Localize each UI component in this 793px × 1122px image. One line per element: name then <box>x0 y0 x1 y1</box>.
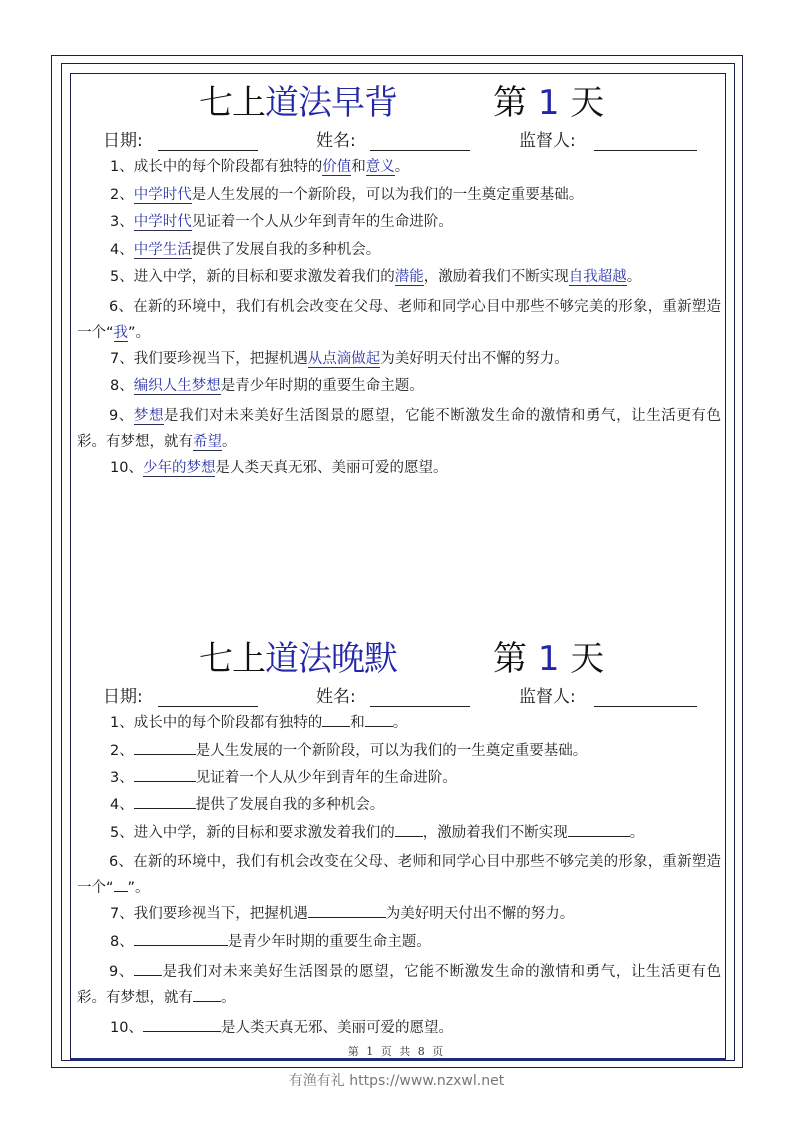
morning-title-main <box>199 78 397 128</box>
evening-meta-row <box>71 684 725 710</box>
morning-item-3 <box>77 209 721 236</box>
title-prefix: 七上 <box>199 639 265 679</box>
morning-item-6 <box>77 294 721 346</box>
evening-item-4 <box>77 792 721 819</box>
evening-item-7 <box>77 901 721 928</box>
supervisor-label: 监督人: <box>519 687 576 707</box>
date-label: 日期: <box>103 131 143 151</box>
item-text: 我们要珍视当下，把握机遇 <box>133 906 308 922</box>
answer-blank[interactable] <box>134 960 162 976</box>
answer-blank[interactable] <box>134 739 196 755</box>
day-number: 1 <box>537 83 560 123</box>
item-text: 成长中的每个阶段都有独特的 <box>133 715 323 731</box>
item-text: 是人生发展的一个新阶段，可以为我们的一生奠定重要基础。 <box>191 187 584 203</box>
item-number: 5、 <box>110 269 134 285</box>
name-label: 姓名: <box>316 131 356 151</box>
morning-item-4 <box>77 237 721 264</box>
answer-blank[interactable] <box>308 902 386 918</box>
item-number: 10、 <box>110 460 143 476</box>
item-number: 7、 <box>110 906 134 922</box>
evening-item-3 <box>77 765 721 792</box>
item-number: 7、 <box>110 351 134 367</box>
name-label: 姓名: <box>316 687 356 707</box>
date-label: 日期: <box>103 687 143 707</box>
answer-blank[interactable] <box>134 930 228 946</box>
answer-keyword: 我 <box>113 325 129 341</box>
answer-blank[interactable] <box>134 766 196 782</box>
morning-item-10 <box>77 455 721 482</box>
item-text: 进入中学，新的目标和要求激发着我们的 <box>133 269 395 285</box>
item-text: 提供了发展自我的多种机会。 <box>195 797 385 813</box>
item-number: 10、 <box>110 1020 143 1036</box>
item-number: 2、 <box>110 743 134 759</box>
evening-item-9 <box>77 959 721 1011</box>
item-text: 。 <box>222 434 237 450</box>
answer-blank[interactable] <box>143 1016 221 1032</box>
item-text: 是青少年时期的重要生命主题。 <box>227 934 431 950</box>
answer-keyword: 价值 <box>322 159 352 175</box>
item-number: 4、 <box>110 797 134 813</box>
item-text: 在新的环境中，我们有机会改变在父母、老师和同学心目中那些不够完美的形象，重新塑造一个“ <box>77 854 721 896</box>
item-text: 在新的环境中，我们有机会改变在父母、老师和同学心目中那些不够完美的形象，重新塑造一个“ <box>77 299 721 341</box>
evening-item-10 <box>77 1015 721 1042</box>
item-number: 9、 <box>109 964 134 980</box>
answer-keyword: 梦想 <box>133 408 165 424</box>
item-text: 见证着一个人从少年到青年的生命进阶。 <box>191 214 453 230</box>
answer-blank[interactable] <box>322 711 350 727</box>
item-number: 4、 <box>110 242 134 258</box>
page-indicator: 第 1 页 共 8 页 <box>347 1045 446 1058</box>
item-text: ，激励着我们不断实现 <box>423 269 569 285</box>
date-field[interactable] <box>158 706 258 707</box>
title-highlight: 道法晚默 <box>265 639 397 679</box>
evening-day-counter <box>493 634 604 684</box>
item-text: 。 <box>394 159 410 175</box>
day-suffix: 天 <box>570 83 605 123</box>
item-text: ”。 <box>128 325 151 341</box>
item-number: 1、 <box>110 159 134 175</box>
item-text: 见证着一个人从少年到青年的生命进阶。 <box>195 770 457 786</box>
date-field[interactable] <box>158 150 258 151</box>
item-number: 3、 <box>110 214 134 230</box>
day-prefix: 第 <box>493 639 527 679</box>
morning-title <box>71 78 725 128</box>
evening-title-main <box>199 634 397 684</box>
evening-item-6 <box>77 849 721 901</box>
item-number: 5、 <box>110 825 134 841</box>
item-text: ”。 <box>127 880 150 896</box>
item-number: 6、 <box>109 299 134 315</box>
supervisor-field[interactable] <box>594 150 697 151</box>
day-number: 1 <box>537 639 560 679</box>
item-number: 8、 <box>110 378 134 394</box>
evening-item-1 <box>77 710 721 737</box>
item-text: 进入中学，新的目标和要求激发着我们的 <box>133 825 395 841</box>
answer-keyword: 意义 <box>365 159 395 175</box>
name-field[interactable] <box>370 150 470 151</box>
supervisor-field[interactable] <box>594 706 697 707</box>
day-suffix: 天 <box>570 639 605 679</box>
morning-meta-row <box>71 128 725 154</box>
morning-item-9 <box>77 403 721 455</box>
answer-blank[interactable] <box>365 711 393 727</box>
item-text: 是人类天真无邪、美丽可爱的愿望。 <box>215 460 448 476</box>
evening-title <box>71 634 725 684</box>
item-text: 我们要珍视当下，把握机遇 <box>133 351 308 367</box>
morning-item-5 <box>77 264 721 291</box>
answer-keyword: 少年的梦想 <box>142 460 216 476</box>
item-number: 3、 <box>110 770 134 786</box>
item-text: ，激励着我们不断实现 <box>422 825 568 841</box>
item-text: 和 <box>350 715 365 731</box>
morning-item-2 <box>77 182 721 209</box>
name-field[interactable] <box>370 706 470 707</box>
item-text: 为美好明天付出不懈的努力。 <box>385 906 575 922</box>
title-highlight: 道法早背 <box>265 83 397 123</box>
answer-keyword: 自我超越 <box>568 269 627 285</box>
item-number: 8、 <box>110 934 134 950</box>
item-number: 6、 <box>109 854 134 870</box>
morning-item-7 <box>77 346 721 373</box>
item-text: 。 <box>221 990 236 1006</box>
item-number: 1、 <box>110 715 134 731</box>
answer-keyword: 中学生活 <box>133 242 192 258</box>
answer-keyword: 中学时代 <box>133 214 192 230</box>
item-text: 是人类天真无邪、美丽可爱的愿望。 <box>220 1020 453 1036</box>
title-prefix: 七上 <box>199 83 265 123</box>
answer-keyword: 潜能 <box>394 269 424 285</box>
item-text: 是青少年时期的重要生命主题。 <box>220 378 424 394</box>
item-text: 是我们对未来美好生活图景的愿望，它能不断激发生命的激情和勇气，让生活更有色彩。有梦想，就有 <box>77 964 721 1006</box>
morning-item-1 <box>77 154 721 181</box>
evening-item-5 <box>77 820 721 847</box>
evening-item-8 <box>77 929 721 956</box>
item-number: 2、 <box>110 187 134 203</box>
item-text: 是人生发展的一个新阶段，可以为我们的一生奠定重要基础。 <box>195 743 588 759</box>
day-prefix: 第 <box>493 83 527 123</box>
evening-item-2 <box>77 738 721 765</box>
item-text: 。 <box>626 269 642 285</box>
answer-keyword: 从点滴做起 <box>307 351 381 367</box>
answer-keyword: 编织人生梦想 <box>133 378 221 394</box>
item-text: 成长中的每个阶段都有独特的 <box>133 159 323 175</box>
item-text: 。 <box>392 715 408 731</box>
answer-keyword: 中学时代 <box>133 187 192 203</box>
item-text: 和 <box>351 159 366 175</box>
morning-day-counter <box>493 78 604 128</box>
source-watermark: 有渔有礼 https://www.nzxwl.net <box>288 1073 505 1089</box>
supervisor-label: 监督人: <box>519 131 576 151</box>
morning-item-8 <box>77 373 721 400</box>
answer-blank[interactable] <box>395 821 423 837</box>
item-text: 提供了发展自我的多种机会。 <box>191 242 381 258</box>
answer-blank[interactable] <box>114 876 128 892</box>
item-number: 9、 <box>109 408 134 424</box>
answer-blank[interactable] <box>568 821 630 837</box>
item-text: 为美好明天付出不懈的努力。 <box>380 351 569 367</box>
answer-blank[interactable] <box>134 793 196 809</box>
item-text: 。 <box>629 825 645 841</box>
answer-keyword: 希望 <box>193 434 222 450</box>
answer-blank[interactable] <box>193 986 221 1002</box>
item-text: 是我们对未来美好生活图景的愿望，它能不断激发生命的激情和勇气，让生活更有色彩。有梦想，就有 <box>77 408 722 450</box>
